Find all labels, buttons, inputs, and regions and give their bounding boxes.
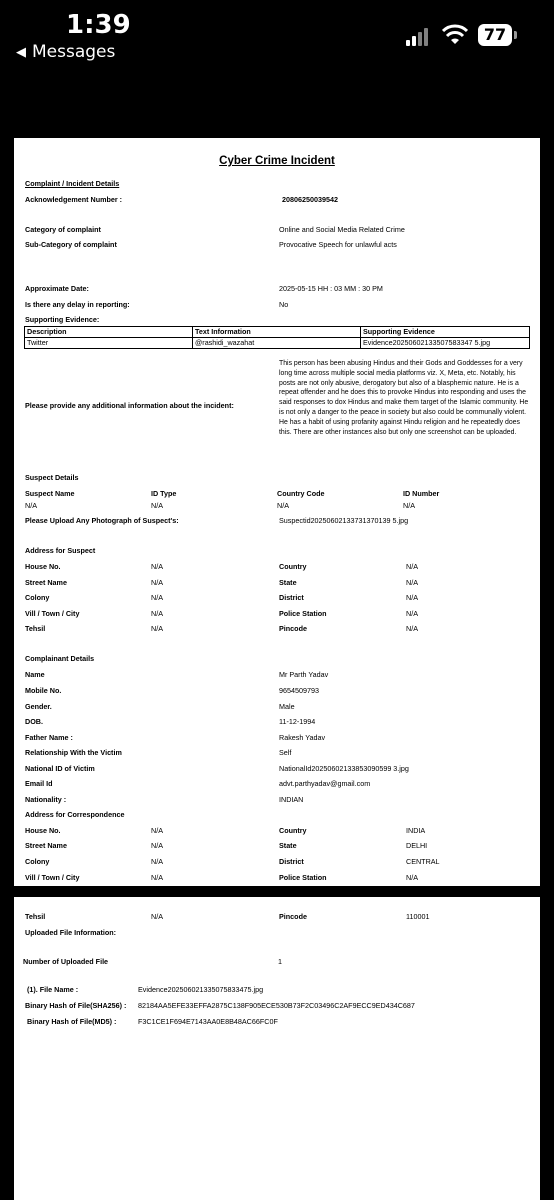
cell-description: Twitter [25, 338, 193, 349]
co-value-street: N/A [151, 841, 163, 850]
co-value-district: CENTRAL [406, 857, 440, 866]
co-value-house: N/A [151, 826, 163, 835]
subcategory-label: Sub-Category of complaint [25, 240, 117, 249]
header-description: Description [25, 327, 193, 338]
sha-label: Binary Hash of File(SHA256) : [25, 1001, 127, 1010]
cp-label-father: Father Name : [25, 733, 73, 742]
document-page-1 [14, 138, 540, 886]
document-page-2 [14, 897, 540, 1200]
sa-label-district: District [279, 593, 304, 602]
cp-value-nationality: INDIAN [279, 795, 304, 804]
num-files-label: Number of Uploaded File [23, 957, 109, 966]
sha-value: 82184AA5EFE33EFFA2875C138F905ECE530B73F2C03496C2AF9ECC9ED434C687 [138, 1001, 415, 1010]
cp-label-dob: DOB. [25, 717, 43, 726]
cp-label-mobile: Mobile No. [25, 686, 62, 695]
battery-icon: 77 [478, 24, 512, 46]
cp-label-name: Name [25, 670, 45, 679]
sa-label-state: State [279, 578, 297, 587]
co-label-district: District [279, 857, 304, 866]
co-value-police: N/A [406, 873, 418, 882]
suspect-section: Suspect Details [25, 473, 79, 482]
delay-value: No [279, 300, 289, 309]
clock: 1:39 [66, 10, 131, 40]
page-title: Cyber Crime Incident [219, 155, 335, 167]
date-value: 2025-05-15 HH : 03 MM : 30 PM [279, 284, 383, 293]
md5-value: F3C1CE1F694E7143AA0E8B48AC66FC0F [138, 1017, 278, 1026]
sa-value-district: N/A [406, 593, 418, 602]
table-header-row [25, 327, 530, 338]
sa-label-house: House No. [25, 562, 61, 571]
section-complaint: Complaint / Incident Details [25, 179, 120, 188]
suspect-header-idnumber: ID Number [403, 489, 440, 498]
cp-value-relationship: Self [279, 748, 292, 757]
sa-label-colony: Colony [25, 593, 50, 602]
photo-value: Suspectid20250602133731370139 5.jpg [279, 516, 409, 525]
cp-label-nationalid: National ID of Victim [25, 764, 95, 773]
p2-tehsil-label: Tehsil [25, 912, 46, 921]
p2-tehsil-value: N/A [151, 912, 163, 921]
cp-value-nationalid: NationalId20250602133853090599 3.jpg [279, 764, 409, 773]
subcategory-value: Provocative Speech for unlawful acts [279, 240, 397, 249]
cp-label-nationality: Nationality : [25, 795, 67, 804]
p2-pincode-value: 110001 [406, 912, 430, 921]
ack-label: Acknowledgement Number : [25, 195, 123, 204]
category-label: Category of complaint [25, 225, 101, 234]
suspect-header-name: Suspect Name [25, 489, 75, 498]
sa-value-colony: N/A [151, 593, 163, 602]
sa-label-city: Vill / Town / City [25, 609, 80, 618]
cp-label-email: Email Id [25, 779, 53, 788]
cellular-signal-icon [406, 28, 432, 46]
additional-info-label: Please provide any additional information about the incident: [25, 401, 234, 410]
suspect-idtype-value: N/A [151, 501, 163, 510]
sa-value-country: N/A [406, 562, 418, 571]
sa-value-police: N/A [406, 609, 418, 618]
suspect-name-value: N/A [25, 501, 37, 510]
co-label-country: Country [279, 826, 307, 835]
sa-value-city: N/A [151, 609, 163, 618]
sa-label-tehsil: Tehsil [25, 624, 46, 633]
header-text-info: Text Information [193, 327, 361, 338]
co-value-city: N/A [151, 873, 163, 882]
p2-pincode-label: Pincode [279, 912, 307, 921]
sa-value-state: N/A [406, 578, 418, 587]
cp-label-relationship: Relationship With the Victim [25, 748, 122, 757]
sa-value-tehsil: N/A [151, 624, 163, 633]
co-label-street: Street Name [25, 841, 67, 850]
evidence-label: Supporting Evidence: [25, 315, 100, 324]
sa-value-street: N/A [151, 578, 163, 587]
cp-label-gender: Gender. [25, 702, 52, 711]
cp-value-name: Mr Parth Yadav [279, 670, 329, 679]
cp-value-dob: 11-12-1994 [279, 717, 316, 726]
co-label-police: Police Station [279, 873, 327, 882]
photo-label: Please Upload Any Photograph of Suspect's: [25, 516, 179, 525]
cell-evidence-file: Evidence20250602133507583347 5.jpg [361, 338, 530, 349]
sa-label-country: Country [279, 562, 307, 571]
sa-value-pincode: N/A [406, 624, 418, 633]
date-label: Approximate Date: [25, 284, 89, 293]
co-value-colony: N/A [151, 857, 163, 866]
table-row [25, 338, 530, 349]
back-to-messages-button[interactable] [16, 42, 115, 62]
sa-label-police: Police Station [279, 609, 327, 618]
co-label-city: Vill / Town / City [25, 873, 80, 882]
co-label-state: State [279, 841, 297, 850]
sa-label-street: Street Name [25, 578, 67, 587]
evidence-table [24, 326, 530, 349]
file-name-label: (1). File Name : [27, 985, 79, 994]
complainant-section: Complainant Details [25, 654, 95, 663]
status-bar [0, 0, 554, 110]
uploaded-info-label: Uploaded File Information: [25, 928, 117, 937]
co-value-country: INDIA [406, 826, 426, 835]
md5-label: Binary Hash of File(MD5) : [27, 1017, 117, 1026]
suspect-idnumber-value: N/A [403, 501, 415, 510]
cp-value-mobile: 9654509793 [279, 686, 319, 695]
suspect-country-value: N/A [277, 501, 289, 510]
num-files-value: 1 [278, 957, 282, 966]
co-value-state: DELHI [406, 841, 428, 850]
back-label: Messages [32, 42, 116, 62]
category-value: Online and Social Media Related Crime [279, 225, 405, 234]
file-name-value: Evidence202506021335075833475.jpg [138, 985, 264, 994]
additional-info-text: This person has been abusing Hindus and their Gods and Goddesses for a very long time across multiple social media platforms viz. X, Meta, etc. Notably, his posts are not only abusive, derogatory but also of a blasphemic nature. He is a repeat offender and he does this to provoke Hindus into responding and uses the said responses to dox Hindus and make them target of the Islamic community. He is not only a danger to the peace in society but also could be communally violent. He has a habit of using profanity against Hindu religion and he repeatedly does this. There are other instances also but only one screenshot can be uploaded. [279, 360, 529, 436]
sa-label-pincode: Pincode [279, 624, 307, 633]
co-label-colony: Colony [25, 857, 50, 866]
correspondence-section: Address for Correspondence [25, 810, 125, 819]
suspect-address-section: Address for Suspect [25, 546, 96, 555]
delay-label: Is there any delay in reporting: [25, 300, 130, 309]
header-supporting-evidence: Supporting Evidence [361, 327, 530, 338]
cp-value-father: Rakesh Yadav [279, 733, 326, 742]
ack-value: 20806250039542 [282, 195, 338, 204]
cp-value-email: advt.parthyadav@gmail.com [279, 779, 371, 788]
wifi-icon [442, 24, 468, 46]
battery-tip [514, 31, 517, 39]
cp-value-gender: Male [279, 702, 295, 711]
suspect-header-idtype: ID Type [151, 489, 177, 498]
co-label-house: House No. [25, 826, 61, 835]
back-arrow-icon: ◀ [16, 44, 26, 60]
cell-text-info: @rashidi_wazahat [193, 338, 361, 349]
suspect-header-country: Country Code [277, 489, 325, 498]
sa-value-house: N/A [151, 562, 163, 571]
